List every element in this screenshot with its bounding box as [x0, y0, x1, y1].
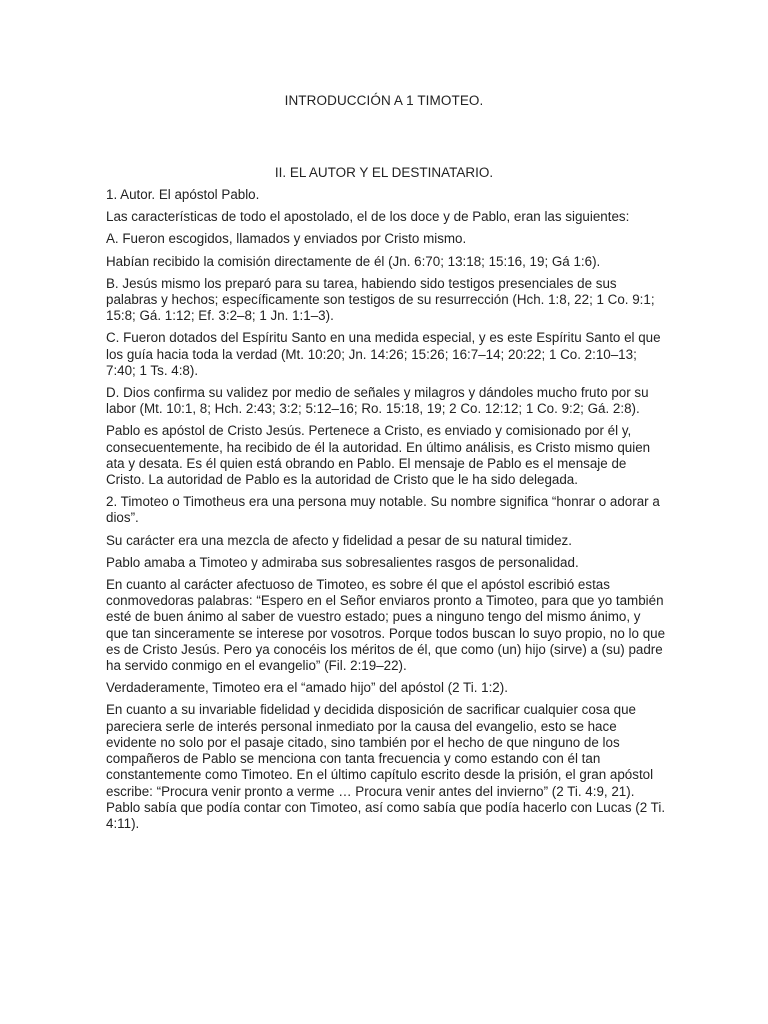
paragraph-apostleship-intro: Las características de todo el apostolado, el de los doce y de Pablo, eran las siguientes: — [106, 209, 630, 225]
paragraph-point-a: A. Fueron escogidos, llamados y enviados por Cristo mismo. — [106, 231, 467, 247]
paragraph-timoteo: 2. Timoteo o Timotheus era una persona muy notable. Su nombre significa “honrar o adorar a dios”. — [106, 494, 660, 526]
paragraph-fidelity: En cuanto a su invariable fidelidad y decidida disposición de sacrificar cualquier cosa que pareciera serle de interés personal inmediato por la causa del evangelio, esto se hace evidente no solo por el pasaje citado, sino también por el hecho de que ninguno de los compañeros de Pablo se menciona con tanta frecuencia y como estando con él tan constantemente como Timoteo. En el último capítulo escrito desde la prisión, el gran apóstol escribe: “Procura venir pronto a verme … Procura venir antes del invierno” (2 Ti. 4:9, 21). Pablo sabía que podía contar con Timoteo, así como sabía que podía hacerlo con Lucas (2 Ti. 4:11). — [106, 702, 666, 831]
paragraph-author: 1. Autor. El apóstol Pablo. — [106, 187, 260, 202]
paragraph-pablo-apostle: Pablo es apóstol de Cristo Jesús. Pertenece a Cristo, es enviado y comisionado por él y, consecuentemente, ha recibido de él la autoridad. En último análisis, es Cristo mismo quien ata y desata. Es él quien está obrando en Pablo. El mensaje de Pablo es el mensaje de Cristo. La autoridad de Pablo es la autoridad de Cristo que le ha sido delegada. — [106, 423, 651, 488]
paragraph-point-c: C. Fueron dotados del Espíritu Santo en una medida especial, y es este Espíritu Santo el que los guía hacia toda la verdad (Mt. 10:20; Jn. 14:26; 15:26; 16:7–14; 20:22; 1 Co. 2:10–13; 7:40; 1 Ts. 4:8). — [106, 330, 661, 378]
paragraph-point-b: B. Jesús mismo los preparó para su tarea, habiendo sido testigos presenciales de sus palabras y hechos; específicamente son testigos de su resurrección (Hch. 1:8, 22; 1 Co. 9:1; 15:8; Gá. 1:12; Ef. 3:2–8; 1 Jn. 1:1–3). — [106, 275, 655, 324]
paragraph-pablo-loved: Pablo amaba a Timoteo y admiraba sus sobresalientes rasgos de personalidad. — [106, 554, 579, 570]
section-heading: II. EL AUTOR Y EL DESTINATARIO. — [274, 165, 494, 180]
paragraph-commission: Habían recibido la comisión directamente de él (Jn. 6:70; 13:18; 15:16, 19; Gá 1:6). — [106, 253, 601, 269]
paragraph-point-d: D. Dios confirma su validez por medio de señales y milagros y dándoles mucho fruto por su labor (Mt. 10:1, 8; Hch. 2:43; 3:2; 5:12–16; Ro. 15:18, 19; 2 Co. 12:12; 1 Co. 9:2; Gá. 2:8). — [106, 385, 649, 417]
paragraph-beloved-son: Verdaderamente, Timoteo era el “amado hijo” del apóstol (2 Ti. 1:2). — [106, 680, 508, 696]
document-title: INTRODUCCIÓN A 1 TIMOTEO. — [284, 93, 484, 108]
paragraph-affectionate: En cuanto al carácter afectuoso de Timoteo, es sobre él que el apóstol escribió estas conmovedoras palabras: “Espero en el Señor enviaros pronto a Timoteo, para que yo también esté de buen ánimo al saber de vuestro estado; pues a ninguno tengo del mismo ánimo, y que tan sinceramente se interese por vosotros. Porque todos buscan lo suyo propio, no lo que es de Cristo Jesús. Pero ya conocéis los méritos de él, que como (un) hijo (sirve) a (su) padre ha servido conmigo en el evangelio” (Fil. 2:19–22). — [106, 577, 666, 674]
document-body — [106, 187, 666, 838]
paragraph-character: Su carácter era una mezcla de afecto y fidelidad a pesar de su natural timidez. — [106, 532, 572, 548]
